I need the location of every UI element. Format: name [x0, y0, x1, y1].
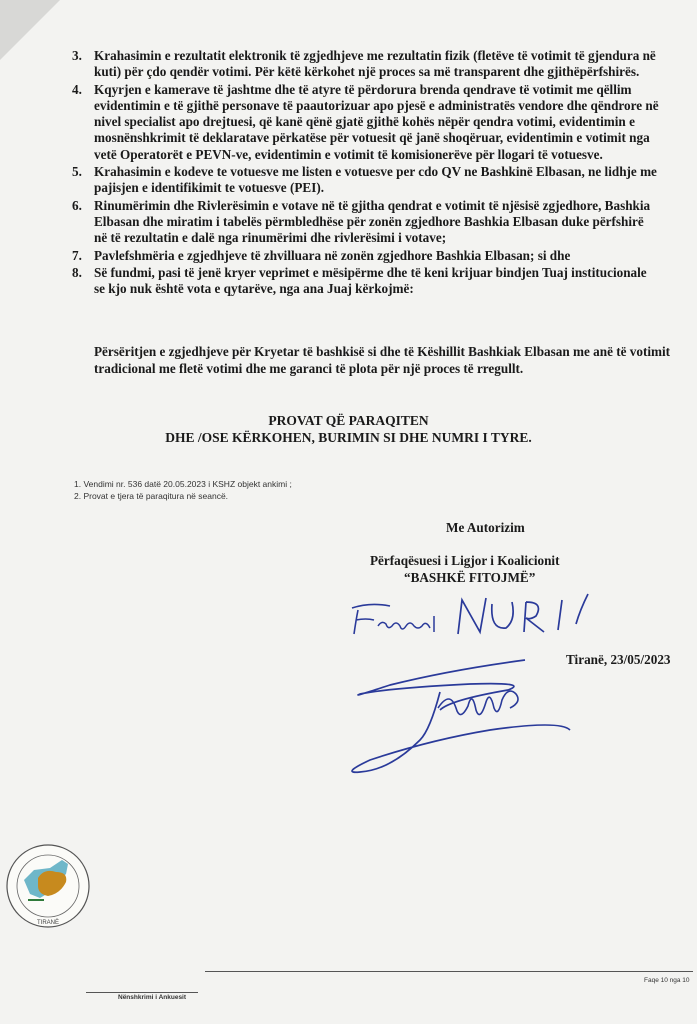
footer-divider — [205, 971, 693, 972]
evidence-heading-line1: PROVAT QË PARAQITEN — [268, 413, 429, 428]
list-item — [70, 82, 660, 163]
item-text: Pavlefshmëria e zgjedhjeve të zhvilluara në zonën zgjedhore Bashkia Elbasan; si dhe — [94, 247, 571, 263]
closing-request: Përsëritjen e zgjedhjeve për Kryetar të bashkisë si dhe të Këshillit Bashkiak Elbasan me anë të votimit tradicional me fletë votimi dhe me garanci të plota për një proces të rregullt. — [94, 344, 671, 376]
svg-text:TIRANË: TIRANË — [36, 920, 60, 926]
item-number: 6. — [72, 197, 82, 213]
signature-line — [86, 992, 198, 993]
handwritten-signature — [330, 590, 610, 790]
page-number: Faqe 10 nga 10 — [644, 977, 690, 984]
footnote-1: 1. Vendimi nr. 536 datë 20.05.2023 i KSHZ objekt ankimi ; — [74, 479, 292, 489]
footnotes — [74, 478, 292, 502]
item-text: Rinumërimin dhe Rivlerësimin e votave në të gjitha qendrat e votimit të njësisë zgjedhore, Bashkia Elbasan dhe miratim i tabelës përmbledhëse për zonën zgjedhore Bashkia Elbasan duke përfshirë në të rezultatin e dalë nga rinumërimi dhe rivlerësimi i votave; — [94, 197, 651, 246]
place-date: Tiranë, 23/05/2023 — [566, 652, 671, 667]
coalition-name: “BASHKË FITOJMË” — [404, 570, 536, 585]
signature-line-label: Nënshkrimi i Ankuesit — [118, 994, 187, 1001]
item-number: 7. — [72, 247, 82, 263]
list-item — [70, 198, 660, 247]
item-number: 4. — [72, 81, 82, 97]
list-item — [70, 248, 660, 264]
footnote-2: 2. Provat e tjera të paraqitura në seancë. — [74, 491, 229, 501]
item-text: Krahasimin e rezultatit elektronik të zgjedhjeve me rezultatin fizik (fletëve të votimit të gjendura në kuti) për çdo qendër votimi. Për këtë kërkohet një proces sa më transparent dhe gjithëpërfshirës. — [94, 48, 656, 80]
evidence-heading-line2: DHE /OSE KËRKOHEN, BURIMIN SI DHE NUMRI I TYRE. — [165, 430, 532, 445]
list-item — [70, 48, 660, 81]
item-number: 3. — [72, 48, 82, 63]
item-number: 8. — [72, 264, 82, 280]
item-text: Krahasimin e kodeve te votuesve me listen e votuesve per cdo QV ne Bashkinë Elbasan, ne lidhje me pajisjen e identifikimit te votuesve (PEI). — [94, 164, 657, 196]
item-text: Së fundmi, pasi të jenë kryer veprimet e mësipërme dhe të keni krijuar bindjen Tuaj institucionale se kjo nuk është vota e qytarëve, nga ana Juaj kërkojmë: — [94, 264, 647, 297]
item-text: Kqyrjen e kamerave të jashtme dhe të atyre të përdorura brenda qendrave të votimit me qëllim evidentimin e të gjithë personave të paautorizuar apo pjesë e administratës vendore dhe qëndrore në nivel specialist apo drejtuesi, që kanë qënë gjatë gjithë kohës nëpër qendra votimi, evidentimin e mosnënshkrimit të deklaratave përkatëse për votuesit që janë shoqëruar, evidentimin e votimit nga vetë Operatorët e PEVN-ve, evidentimin e votimit të komisionerëve për llogari të votuesve. — [94, 81, 659, 162]
coalition-stamp — [4, 842, 92, 934]
authorization-label: Me Autorizim — [446, 520, 525, 535]
request-list — [70, 48, 660, 298]
list-item — [70, 164, 660, 197]
representative-label: Përfaqësuesi i Ligjor i Koalicionit — [370, 553, 560, 568]
list-item — [70, 265, 660, 298]
item-number: 5. — [72, 164, 82, 180]
